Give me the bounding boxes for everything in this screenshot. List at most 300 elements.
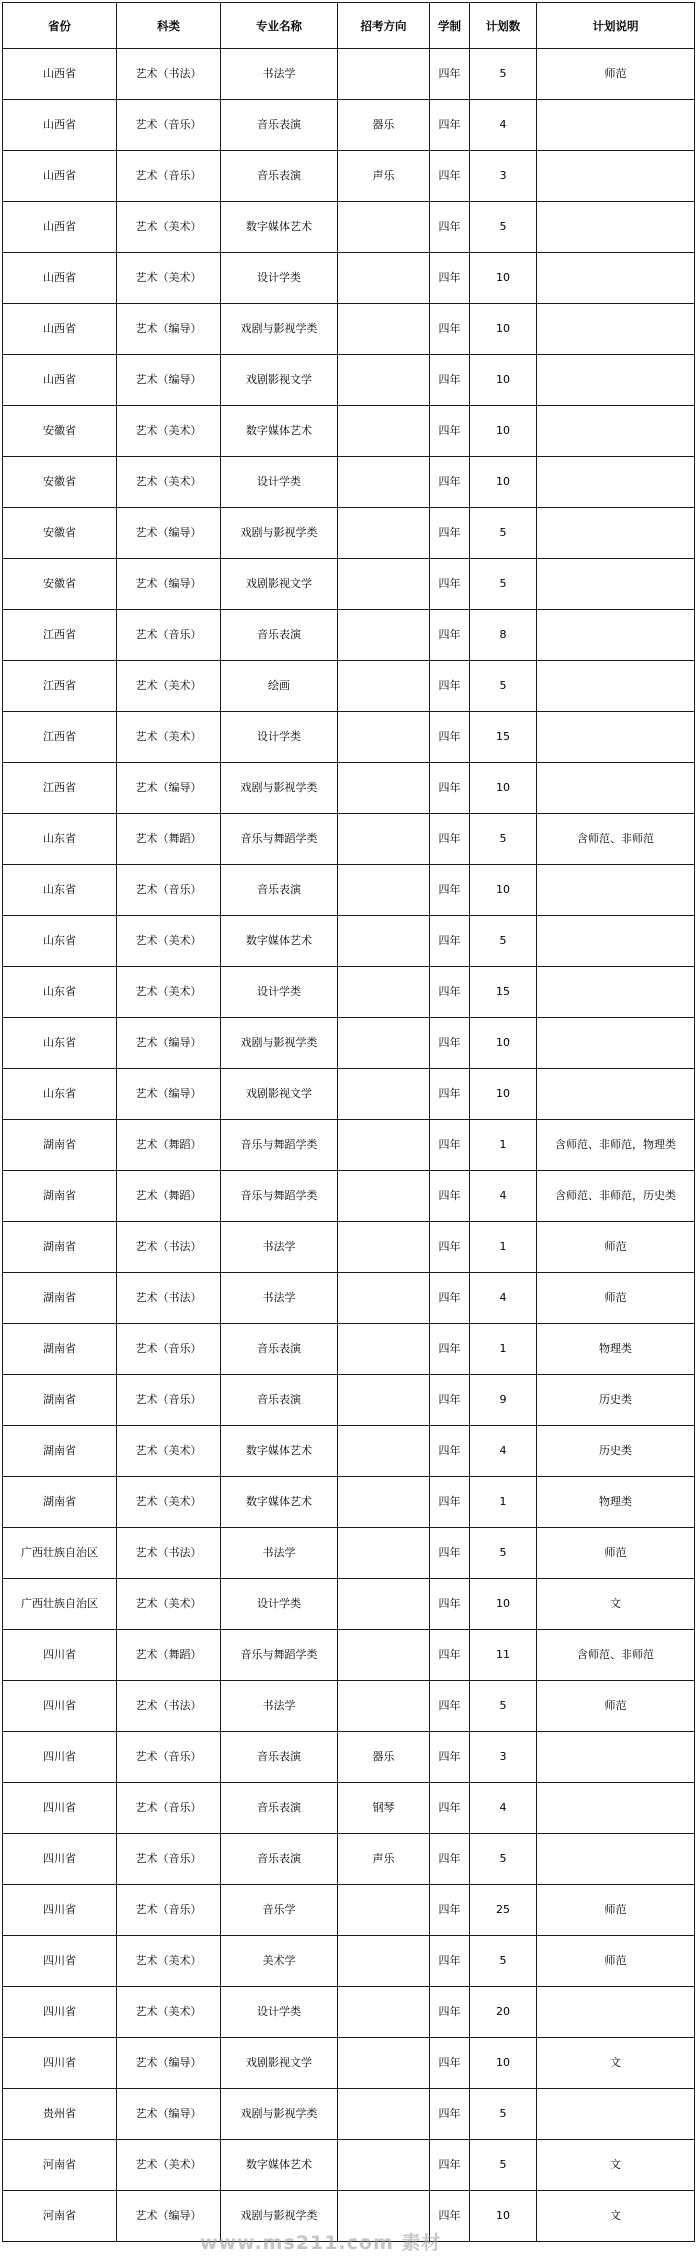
cell-category: 艺术（美术） xyxy=(117,712,221,763)
cell-category: 艺术（编导） xyxy=(117,2038,221,2089)
cell-category: 艺术（音乐） xyxy=(117,1375,221,1426)
cell-plan-count: 10 xyxy=(470,1018,537,1069)
cell-category: 艺术（音乐） xyxy=(117,1885,221,1936)
cell-plan-count: 15 xyxy=(470,967,537,1018)
cell-duration: 四年 xyxy=(430,1885,470,1936)
cell-province: 安徽省 xyxy=(3,406,117,457)
cell-major: 书法学 xyxy=(221,1681,338,1732)
cell-duration: 四年 xyxy=(430,1528,470,1579)
cell-plan-note xyxy=(537,457,695,508)
cell-category: 艺术（美术） xyxy=(117,253,221,304)
cell-direction xyxy=(338,457,430,508)
table-row xyxy=(3,508,695,559)
cell-major: 戏剧与影视学类 xyxy=(221,1018,338,1069)
cell-province: 江西省 xyxy=(3,661,117,712)
cell-direction: 声乐 xyxy=(338,151,430,202)
table-row xyxy=(3,1885,695,1936)
cell-plan-count: 5 xyxy=(470,49,537,100)
cell-major: 数字媒体艺术 xyxy=(221,1477,338,1528)
cell-plan-note xyxy=(537,967,695,1018)
cell-province: 四川省 xyxy=(3,2038,117,2089)
cell-province: 四川省 xyxy=(3,1732,117,1783)
cell-duration: 四年 xyxy=(430,1477,470,1528)
cell-duration: 四年 xyxy=(430,151,470,202)
cell-duration: 四年 xyxy=(430,1630,470,1681)
cell-major: 戏剧影视文学 xyxy=(221,355,338,406)
watermark-text: www.ms211.com 素材 xyxy=(200,2232,442,2254)
cell-plan-count: 5 xyxy=(470,1936,537,1987)
cell-plan-count: 11 xyxy=(470,1630,537,1681)
cell-duration: 四年 xyxy=(430,1732,470,1783)
cell-major: 戏剧与影视学类 xyxy=(221,763,338,814)
table-row xyxy=(3,2140,695,2191)
cell-plan-count: 4 xyxy=(470,1426,537,1477)
cell-province: 湖南省 xyxy=(3,1477,117,1528)
cell-category: 艺术（音乐） xyxy=(117,610,221,661)
cell-plan-note: 含师范、非师范 xyxy=(537,1630,695,1681)
cell-province: 山西省 xyxy=(3,100,117,151)
cell-duration: 四年 xyxy=(430,1171,470,1222)
cell-major: 音乐表演 xyxy=(221,151,338,202)
cell-major: 数字媒体艺术 xyxy=(221,1426,338,1477)
cell-province: 山西省 xyxy=(3,49,117,100)
cell-province: 河南省 xyxy=(3,2191,117,2242)
cell-major: 音乐表演 xyxy=(221,1783,338,1834)
cell-plan-note: 文 xyxy=(537,2191,695,2242)
cell-plan-count: 5 xyxy=(470,202,537,253)
header-direction: 招考方向 xyxy=(338,3,430,49)
table-row xyxy=(3,1069,695,1120)
cell-category: 艺术（书法） xyxy=(117,1222,221,1273)
cell-province: 山西省 xyxy=(3,355,117,406)
cell-category: 艺术（编导） xyxy=(117,2089,221,2140)
cell-category: 艺术（美术） xyxy=(117,916,221,967)
table-row xyxy=(3,1477,695,1528)
cell-plan-note: 物理类 xyxy=(537,1324,695,1375)
cell-direction xyxy=(338,1018,430,1069)
cell-plan-count: 1 xyxy=(470,1477,537,1528)
cell-major: 音乐与舞蹈学类 xyxy=(221,814,338,865)
cell-province: 四川省 xyxy=(3,1834,117,1885)
cell-category: 艺术（编导） xyxy=(117,2191,221,2242)
cell-province: 四川省 xyxy=(3,1630,117,1681)
cell-plan-note xyxy=(537,1834,695,1885)
cell-duration: 四年 xyxy=(430,1324,470,1375)
cell-direction xyxy=(338,406,430,457)
cell-major: 美术学 xyxy=(221,1936,338,1987)
cell-direction xyxy=(338,763,430,814)
table-row xyxy=(3,1936,695,1987)
cell-plan-count: 25 xyxy=(470,1885,537,1936)
cell-plan-count: 5 xyxy=(470,2089,537,2140)
header-row xyxy=(3,3,695,49)
cell-plan-count: 20 xyxy=(470,1987,537,2038)
cell-major: 音乐表演 xyxy=(221,1375,338,1426)
cell-province: 广西壮族自治区 xyxy=(3,1579,117,1630)
cell-plan-note: 物理类 xyxy=(537,1477,695,1528)
cell-plan-note: 文 xyxy=(537,2038,695,2089)
cell-major: 音乐与舞蹈学类 xyxy=(221,1120,338,1171)
cell-direction xyxy=(338,967,430,1018)
cell-duration: 四年 xyxy=(430,253,470,304)
table-row xyxy=(3,1222,695,1273)
cell-category: 艺术（美术） xyxy=(117,1936,221,1987)
cell-major: 书法学 xyxy=(221,1273,338,1324)
cell-plan-note xyxy=(537,559,695,610)
cell-plan-count: 3 xyxy=(470,1732,537,1783)
cell-category: 艺术（音乐） xyxy=(117,100,221,151)
cell-category: 艺术（编导） xyxy=(117,304,221,355)
cell-category: 艺术（舞蹈） xyxy=(117,1120,221,1171)
header-category: 科类 xyxy=(117,3,221,49)
cell-province: 四川省 xyxy=(3,1783,117,1834)
table-row xyxy=(3,1528,695,1579)
cell-duration: 四年 xyxy=(430,1222,470,1273)
cell-plan-note xyxy=(537,508,695,559)
cell-plan-count: 10 xyxy=(470,2038,537,2089)
cell-province: 山东省 xyxy=(3,1069,117,1120)
cell-major: 音乐表演 xyxy=(221,100,338,151)
cell-direction xyxy=(338,1885,430,1936)
cell-direction xyxy=(338,1069,430,1120)
cell-duration: 四年 xyxy=(430,661,470,712)
cell-direction xyxy=(338,355,430,406)
cell-duration: 四年 xyxy=(430,2140,470,2191)
table-row xyxy=(3,967,695,1018)
cell-direction xyxy=(338,304,430,355)
header-major: 专业名称 xyxy=(221,3,338,49)
cell-plan-count: 10 xyxy=(470,304,537,355)
cell-direction xyxy=(338,1936,430,1987)
cell-category: 艺术（音乐） xyxy=(117,1783,221,1834)
cell-province: 江西省 xyxy=(3,610,117,661)
cell-plan-note: 师范 xyxy=(537,1528,695,1579)
cell-category: 艺术（书法） xyxy=(117,1528,221,1579)
cell-direction xyxy=(338,49,430,100)
cell-province: 湖南省 xyxy=(3,1324,117,1375)
table-row xyxy=(3,1681,695,1732)
cell-plan-count: 15 xyxy=(470,712,537,763)
cell-plan-count: 5 xyxy=(470,814,537,865)
cell-duration: 四年 xyxy=(430,712,470,763)
cell-plan-count: 4 xyxy=(470,1273,537,1324)
cell-plan-note xyxy=(537,1987,695,2038)
cell-province: 江西省 xyxy=(3,712,117,763)
cell-direction xyxy=(338,1579,430,1630)
cell-category: 艺术（美术） xyxy=(117,2140,221,2191)
cell-duration: 四年 xyxy=(430,1375,470,1426)
table-row xyxy=(3,1018,695,1069)
cell-duration: 四年 xyxy=(430,1018,470,1069)
cell-plan-count: 1 xyxy=(470,1222,537,1273)
cell-category: 艺术（书法） xyxy=(117,49,221,100)
cell-major: 数字媒体艺术 xyxy=(221,2140,338,2191)
cell-category: 艺术（音乐） xyxy=(117,865,221,916)
cell-direction xyxy=(338,2140,430,2191)
cell-major: 设计学类 xyxy=(221,1579,338,1630)
cell-duration: 四年 xyxy=(430,202,470,253)
cell-plan-note: 含师范、非师范，历史类 xyxy=(537,1171,695,1222)
cell-province: 广西壮族自治区 xyxy=(3,1528,117,1579)
cell-province: 山东省 xyxy=(3,865,117,916)
table-row xyxy=(3,712,695,763)
table-row xyxy=(3,865,695,916)
cell-plan-note: 含师范、非师范 xyxy=(537,814,695,865)
cell-category: 艺术（音乐） xyxy=(117,1324,221,1375)
cell-category: 艺术（书法） xyxy=(117,1273,221,1324)
cell-duration: 四年 xyxy=(430,2038,470,2089)
cell-major: 数字媒体艺术 xyxy=(221,406,338,457)
cell-category: 艺术（编导） xyxy=(117,1018,221,1069)
cell-plan-note xyxy=(537,1783,695,1834)
cell-duration: 四年 xyxy=(430,1987,470,2038)
cell-plan-count: 10 xyxy=(470,2191,537,2242)
cell-duration: 四年 xyxy=(430,1579,470,1630)
cell-direction xyxy=(338,202,430,253)
cell-province: 江西省 xyxy=(3,763,117,814)
table-row xyxy=(3,100,695,151)
cell-major: 音乐表演 xyxy=(221,610,338,661)
cell-plan-count: 5 xyxy=(470,1681,537,1732)
table-row xyxy=(3,253,695,304)
header-plan-count: 计划数 xyxy=(470,3,537,49)
header-plan-note: 计划说明 xyxy=(537,3,695,49)
cell-province: 湖南省 xyxy=(3,1171,117,1222)
cell-plan-note xyxy=(537,865,695,916)
cell-plan-note: 师范 xyxy=(537,1222,695,1273)
table-row xyxy=(3,1324,695,1375)
cell-category: 艺术（音乐） xyxy=(117,1732,221,1783)
cell-province: 湖南省 xyxy=(3,1426,117,1477)
cell-plan-count: 4 xyxy=(470,1783,537,1834)
cell-major: 音乐表演 xyxy=(221,865,338,916)
cell-plan-note xyxy=(537,1018,695,1069)
cell-category: 艺术（舞蹈） xyxy=(117,1171,221,1222)
cell-province: 山西省 xyxy=(3,253,117,304)
cell-duration: 四年 xyxy=(430,814,470,865)
table-row xyxy=(3,1987,695,2038)
cell-plan-count: 5 xyxy=(470,559,537,610)
cell-plan-note xyxy=(537,406,695,457)
cell-direction: 钢琴 xyxy=(338,1783,430,1834)
cell-duration: 四年 xyxy=(430,508,470,559)
cell-duration: 四年 xyxy=(430,763,470,814)
cell-plan-count: 10 xyxy=(470,253,537,304)
table-row xyxy=(3,1375,695,1426)
cell-direction xyxy=(338,1681,430,1732)
cell-province: 山西省 xyxy=(3,304,117,355)
cell-duration: 四年 xyxy=(430,916,470,967)
cell-plan-count: 5 xyxy=(470,1528,537,1579)
cell-plan-count: 10 xyxy=(470,355,537,406)
cell-province: 湖南省 xyxy=(3,1273,117,1324)
cell-direction xyxy=(338,1630,430,1681)
cell-plan-count: 9 xyxy=(470,1375,537,1426)
cell-direction xyxy=(338,1273,430,1324)
cell-major: 音乐与舞蹈学类 xyxy=(221,1630,338,1681)
cell-duration: 四年 xyxy=(430,406,470,457)
cell-plan-count: 1 xyxy=(470,1120,537,1171)
cell-plan-note: 文 xyxy=(537,2140,695,2191)
cell-category: 艺术（编导） xyxy=(117,508,221,559)
cell-plan-count: 10 xyxy=(470,406,537,457)
cell-plan-count: 1 xyxy=(470,1324,537,1375)
cell-major: 音乐表演 xyxy=(221,1834,338,1885)
cell-plan-note xyxy=(537,253,695,304)
cell-duration: 四年 xyxy=(430,100,470,151)
cell-direction xyxy=(338,916,430,967)
cell-category: 艺术（美术） xyxy=(117,1579,221,1630)
cell-plan-count: 5 xyxy=(470,661,537,712)
table-row xyxy=(3,1171,695,1222)
cell-duration: 四年 xyxy=(430,1681,470,1732)
table-row xyxy=(3,814,695,865)
table-row xyxy=(3,763,695,814)
cell-province: 湖南省 xyxy=(3,1375,117,1426)
cell-province: 山东省 xyxy=(3,967,117,1018)
cell-category: 艺术（美术） xyxy=(117,1477,221,1528)
cell-province: 湖南省 xyxy=(3,1222,117,1273)
cell-plan-note xyxy=(537,304,695,355)
header-duration: 学制 xyxy=(430,3,470,49)
cell-plan-count: 5 xyxy=(470,916,537,967)
cell-plan-count: 4 xyxy=(470,100,537,151)
cell-plan-count: 10 xyxy=(470,763,537,814)
table-row xyxy=(3,202,695,253)
cell-major: 书法学 xyxy=(221,1222,338,1273)
cell-category: 艺术（美术） xyxy=(117,457,221,508)
table-row xyxy=(3,916,695,967)
cell-plan-note xyxy=(537,2089,695,2140)
cell-plan-count: 5 xyxy=(470,2140,537,2191)
cell-province: 湖南省 xyxy=(3,1120,117,1171)
cell-duration: 四年 xyxy=(430,2191,470,2242)
cell-plan-count: 5 xyxy=(470,508,537,559)
cell-major: 戏剧影视文学 xyxy=(221,1069,338,1120)
cell-duration: 四年 xyxy=(430,49,470,100)
cell-category: 艺术（美术） xyxy=(117,202,221,253)
table-row xyxy=(3,355,695,406)
table-row xyxy=(3,559,695,610)
cell-category: 艺术（美术） xyxy=(117,406,221,457)
cell-major: 戏剧与影视学类 xyxy=(221,304,338,355)
cell-plan-count: 3 xyxy=(470,151,537,202)
table-row xyxy=(3,1630,695,1681)
cell-major: 音乐表演 xyxy=(221,1732,338,1783)
cell-duration: 四年 xyxy=(430,2089,470,2140)
cell-plan-note: 师范 xyxy=(537,1681,695,1732)
cell-plan-note xyxy=(537,916,695,967)
cell-major: 设计学类 xyxy=(221,1987,338,2038)
table-row xyxy=(3,2038,695,2089)
cell-province: 四川省 xyxy=(3,1936,117,1987)
cell-direction xyxy=(338,865,430,916)
cell-major: 戏剧与影视学类 xyxy=(221,508,338,559)
cell-major: 绘画 xyxy=(221,661,338,712)
cell-province: 河南省 xyxy=(3,2140,117,2191)
cell-duration: 四年 xyxy=(430,865,470,916)
cell-direction xyxy=(338,814,430,865)
cell-province: 安徽省 xyxy=(3,559,117,610)
cell-duration: 四年 xyxy=(430,1834,470,1885)
table-row xyxy=(3,1579,695,1630)
cell-province: 山东省 xyxy=(3,916,117,967)
cell-duration: 四年 xyxy=(430,610,470,661)
enrollment-plan-table xyxy=(2,2,695,2242)
cell-direction xyxy=(338,1987,430,2038)
cell-duration: 四年 xyxy=(430,559,470,610)
cell-plan-note xyxy=(537,661,695,712)
cell-province: 安徽省 xyxy=(3,508,117,559)
table-row xyxy=(3,1120,695,1171)
cell-major: 设计学类 xyxy=(221,457,338,508)
cell-plan-note xyxy=(537,763,695,814)
cell-category: 艺术（舞蹈） xyxy=(117,1630,221,1681)
table-row xyxy=(3,610,695,661)
cell-duration: 四年 xyxy=(430,304,470,355)
cell-plan-count: 10 xyxy=(470,865,537,916)
cell-plan-count: 10 xyxy=(470,457,537,508)
cell-major: 音乐表演 xyxy=(221,1324,338,1375)
cell-province: 山西省 xyxy=(3,151,117,202)
cell-plan-note xyxy=(537,100,695,151)
cell-province: 贵州省 xyxy=(3,2089,117,2140)
cell-plan-note: 文 xyxy=(537,1579,695,1630)
cell-plan-note xyxy=(537,712,695,763)
cell-direction xyxy=(338,1120,430,1171)
cell-province: 四川省 xyxy=(3,1681,117,1732)
cell-duration: 四年 xyxy=(430,355,470,406)
cell-plan-note: 历史类 xyxy=(537,1375,695,1426)
cell-duration: 四年 xyxy=(430,1120,470,1171)
table-row xyxy=(3,151,695,202)
cell-category: 艺术（美术） xyxy=(117,1426,221,1477)
cell-major: 书法学 xyxy=(221,1528,338,1579)
cell-category: 艺术（编导） xyxy=(117,559,221,610)
cell-direction xyxy=(338,1426,430,1477)
table-header xyxy=(3,3,695,49)
table-row xyxy=(3,2089,695,2140)
cell-plan-note xyxy=(537,1069,695,1120)
cell-direction xyxy=(338,253,430,304)
table-row xyxy=(3,1273,695,1324)
cell-major: 设计学类 xyxy=(221,253,338,304)
cell-direction xyxy=(338,1477,430,1528)
cell-direction xyxy=(338,1171,430,1222)
cell-direction xyxy=(338,1324,430,1375)
cell-major: 音乐与舞蹈学类 xyxy=(221,1171,338,1222)
cell-province: 四川省 xyxy=(3,1987,117,2038)
cell-plan-count: 8 xyxy=(470,610,537,661)
cell-direction xyxy=(338,610,430,661)
cell-duration: 四年 xyxy=(430,967,470,1018)
header-province: 省份 xyxy=(3,3,117,49)
cell-direction: 器乐 xyxy=(338,100,430,151)
cell-plan-note xyxy=(537,610,695,661)
cell-direction xyxy=(338,1375,430,1426)
cell-category: 艺术（编导） xyxy=(117,763,221,814)
cell-plan-note: 师范 xyxy=(537,1936,695,1987)
cell-plan-count: 5 xyxy=(470,1834,537,1885)
cell-province: 山西省 xyxy=(3,202,117,253)
cell-duration: 四年 xyxy=(430,1936,470,1987)
cell-plan-note: 师范 xyxy=(537,1885,695,1936)
cell-direction xyxy=(338,1528,430,1579)
cell-category: 艺术（美术） xyxy=(117,1987,221,2038)
table-row xyxy=(3,304,695,355)
cell-plan-note xyxy=(537,1732,695,1783)
cell-major: 音乐学 xyxy=(221,1885,338,1936)
